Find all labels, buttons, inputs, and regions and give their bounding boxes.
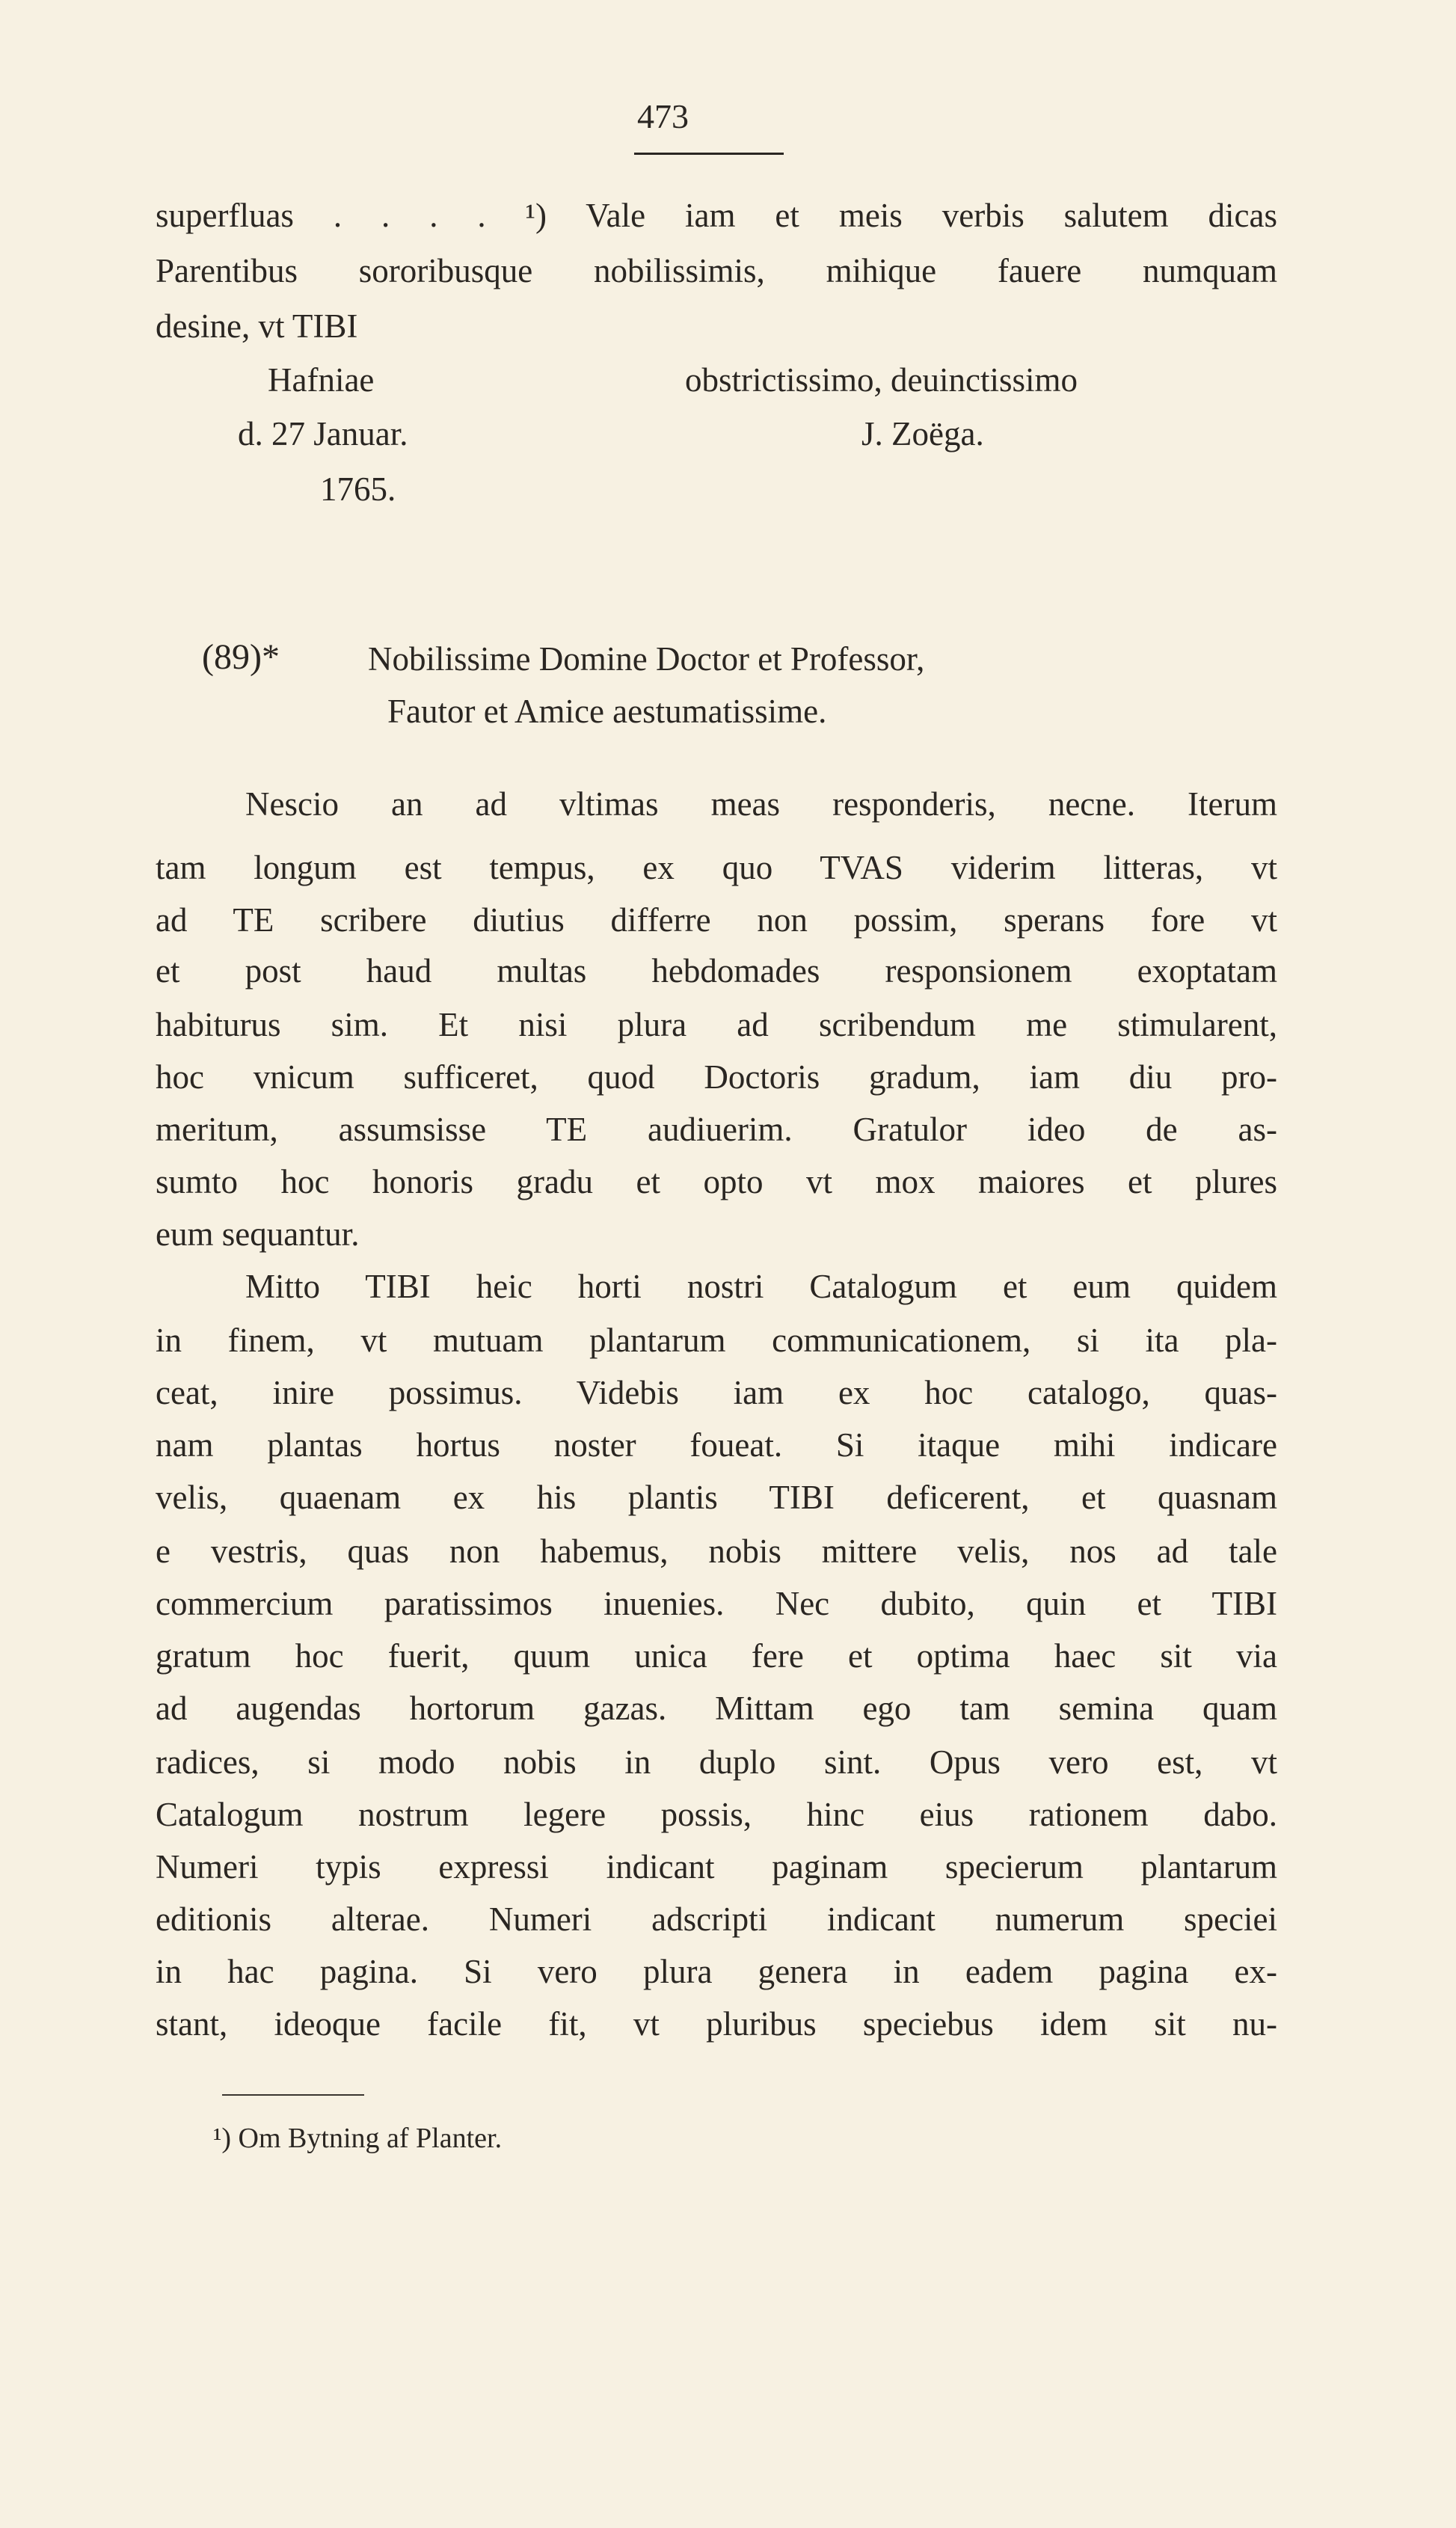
body-line: ceat, inire possimus. Videbis iam ex hoc catalogo, quas- (156, 1374, 1277, 1411)
body-line: sumto hoc honoris gradu et opto vt mox maiores et plures (156, 1163, 1277, 1200)
closing-line-2: Parentibus sororibusque nobilissimis, mihique fauere numquam (156, 252, 1277, 289)
body-line: habiturus sim. Et nisi plura ad scribendum me stimularent, (156, 1006, 1277, 1043)
body-line: ad augendas hortorum gazas. Mittam ego tam semina quam (156, 1690, 1277, 1727)
closing-signature: J. Zoëga. (861, 415, 984, 452)
body-line: Nescio an ad vltimas meas responderis, necne. Iterum (245, 785, 1277, 823)
closing-signoff: obstrictissimo, deuinctissimo (685, 361, 1078, 399)
body-line: editionis alterae. Numeri adscripti indicant numerum speciei (156, 1900, 1277, 1938)
body-line: nam plantas hortus noster foueat. Si itaque mihi indicare (156, 1426, 1277, 1464)
letter-number: (89)* (202, 637, 280, 677)
closing-line-1: superfluas . . . . ¹) Vale iam et meis verbis salutem dicas (156, 197, 1277, 234)
body-line: commercium paratissimos inuenies. Nec dubito, quin et TIBI (156, 1585, 1277, 1622)
body-line: e vestris, quas non habemus, nobis mittere velis, nos ad tale (156, 1533, 1277, 1570)
body-line: in finem, vt mutuam plantarum communicationem, si ita pla- (156, 1322, 1277, 1359)
body-line: radices, si modo nobis in duplo sint. Opus vero est, vt (156, 1743, 1277, 1781)
body-line: velis, quaenam ex his plantis TIBI deficerent, et quasnam (156, 1479, 1277, 1516)
body-line: tam longum est tempus, ex quo TVAS viderim litteras, vt (156, 849, 1277, 886)
body-line: in hac pagina. Si vero plura genera in eadem pagina ex- (156, 1953, 1277, 1990)
closing-place: Hafniae (268, 361, 375, 399)
body-line: et post haud multas hebdomades responsionem exoptatam (156, 952, 1277, 990)
footnote-rule (222, 2094, 364, 2096)
body-line: ad TE scribere diutius differre non possim, sperans fore vt (156, 901, 1277, 939)
closing-line-3: desine, vt TIBI (156, 307, 358, 345)
page-number: 473 (637, 97, 689, 135)
closing-year: 1765. (320, 470, 396, 508)
body-line: eum sequantur. (156, 1215, 360, 1253)
body-line: Catalogum nostrum legere possis, hinc eius rationem dabo. (156, 1796, 1277, 1833)
body-line: gratum hoc fuerit, quum unica fere et optima haec sit via (156, 1637, 1277, 1675)
body-line: hoc vnicum sufficeret, quod Doctoris gradum, iam diu pro- (156, 1058, 1277, 1096)
page-number-rule (634, 153, 784, 155)
salutation-line-2: Fautor et Amice aestumatissime. (387, 693, 827, 730)
salutation-line-1: Nobilissime Domine Doctor et Professor, (368, 640, 925, 678)
body-line: Numeri typis expressi indicant paginam specierum plantarum (156, 1848, 1277, 1886)
body-line: meritum, assumsisse TE audiuerim. Gratulor ideo de as- (156, 1111, 1277, 1148)
closing-date: d. 27 Januar. (238, 415, 408, 452)
body-line: stant, ideoque facile fit, vt pluribus speciebus idem sit nu- (156, 2005, 1277, 2043)
footnote: ¹) Om Bytning af Planter. (213, 2123, 503, 2154)
body-line: Mitto TIBI heic horti nostri Catalogum et eum quidem (245, 1268, 1277, 1305)
